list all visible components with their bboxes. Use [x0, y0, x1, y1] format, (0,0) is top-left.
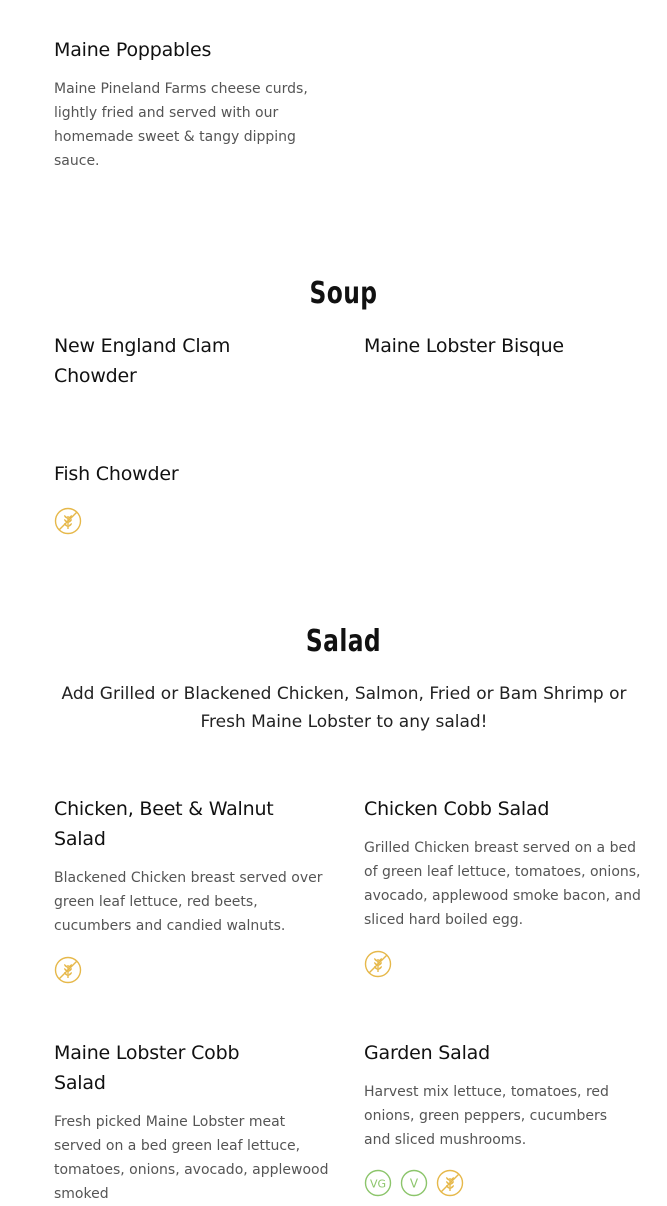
menu-item-title: Chicken, Beet & Walnut Salad	[54, 798, 274, 850]
menu-item-title: New England Clam Chowder	[54, 335, 231, 387]
section-title-soup: Soup	[309, 276, 378, 311]
gluten-free-icon	[54, 956, 82, 984]
menu-item-description: Blackened Chicken breast served over green leaf lettuce, red beets, cucumbers and candied walnuts.	[54, 870, 323, 934]
section-title-salad: Salad	[305, 624, 382, 659]
menu-item-title: Maine Lobster Cobb Salad	[54, 1042, 240, 1094]
menu-item-title: Chicken Cobb Salad	[364, 798, 550, 820]
gluten-free-icon	[436, 1169, 464, 1197]
vegan-label: VG	[369, 1177, 387, 1191]
menu-item-title: Maine Lobster Bisque	[364, 335, 564, 357]
menu-item-title: Garden Salad	[364, 1042, 490, 1064]
vegan-icon	[364, 1169, 392, 1197]
menu-item-description: Maine Pineland Farms cheese curds, lightly fried and served with our homemade sweet & tangy dipping sauce.	[54, 81, 308, 169]
menu-item-title: Maine Poppables	[54, 39, 212, 61]
gluten-free-icon	[364, 950, 392, 978]
vegetarian-label: V	[409, 1176, 419, 1191]
menu-item-title: Fish Chowder	[54, 463, 179, 485]
menu-item-description: Grilled Chicken breast served on a bed of green leaf lettuce, tomatoes, onions, avocado, applewood smoke bacon, and sliced hard boiled egg.	[364, 840, 641, 928]
menu-item-description: Harvest mix lettuce, tomatoes, red onions, green peppers, cucumbers and sliced mushrooms.	[364, 1084, 609, 1148]
gluten-free-icon	[54, 507, 82, 535]
menu-item-description: Fresh picked Maine Lobster meat served on a bed green leaf lettuce, tomatoes, onions, avocado, applewood smoked	[54, 1114, 329, 1202]
vegetarian-icon	[400, 1169, 428, 1197]
salad-note: Add Grilled or Blackened Chicken, Salmon, Fried or Bam Shrimp or Fresh Maine Lobster to any salad!	[61, 684, 627, 732]
